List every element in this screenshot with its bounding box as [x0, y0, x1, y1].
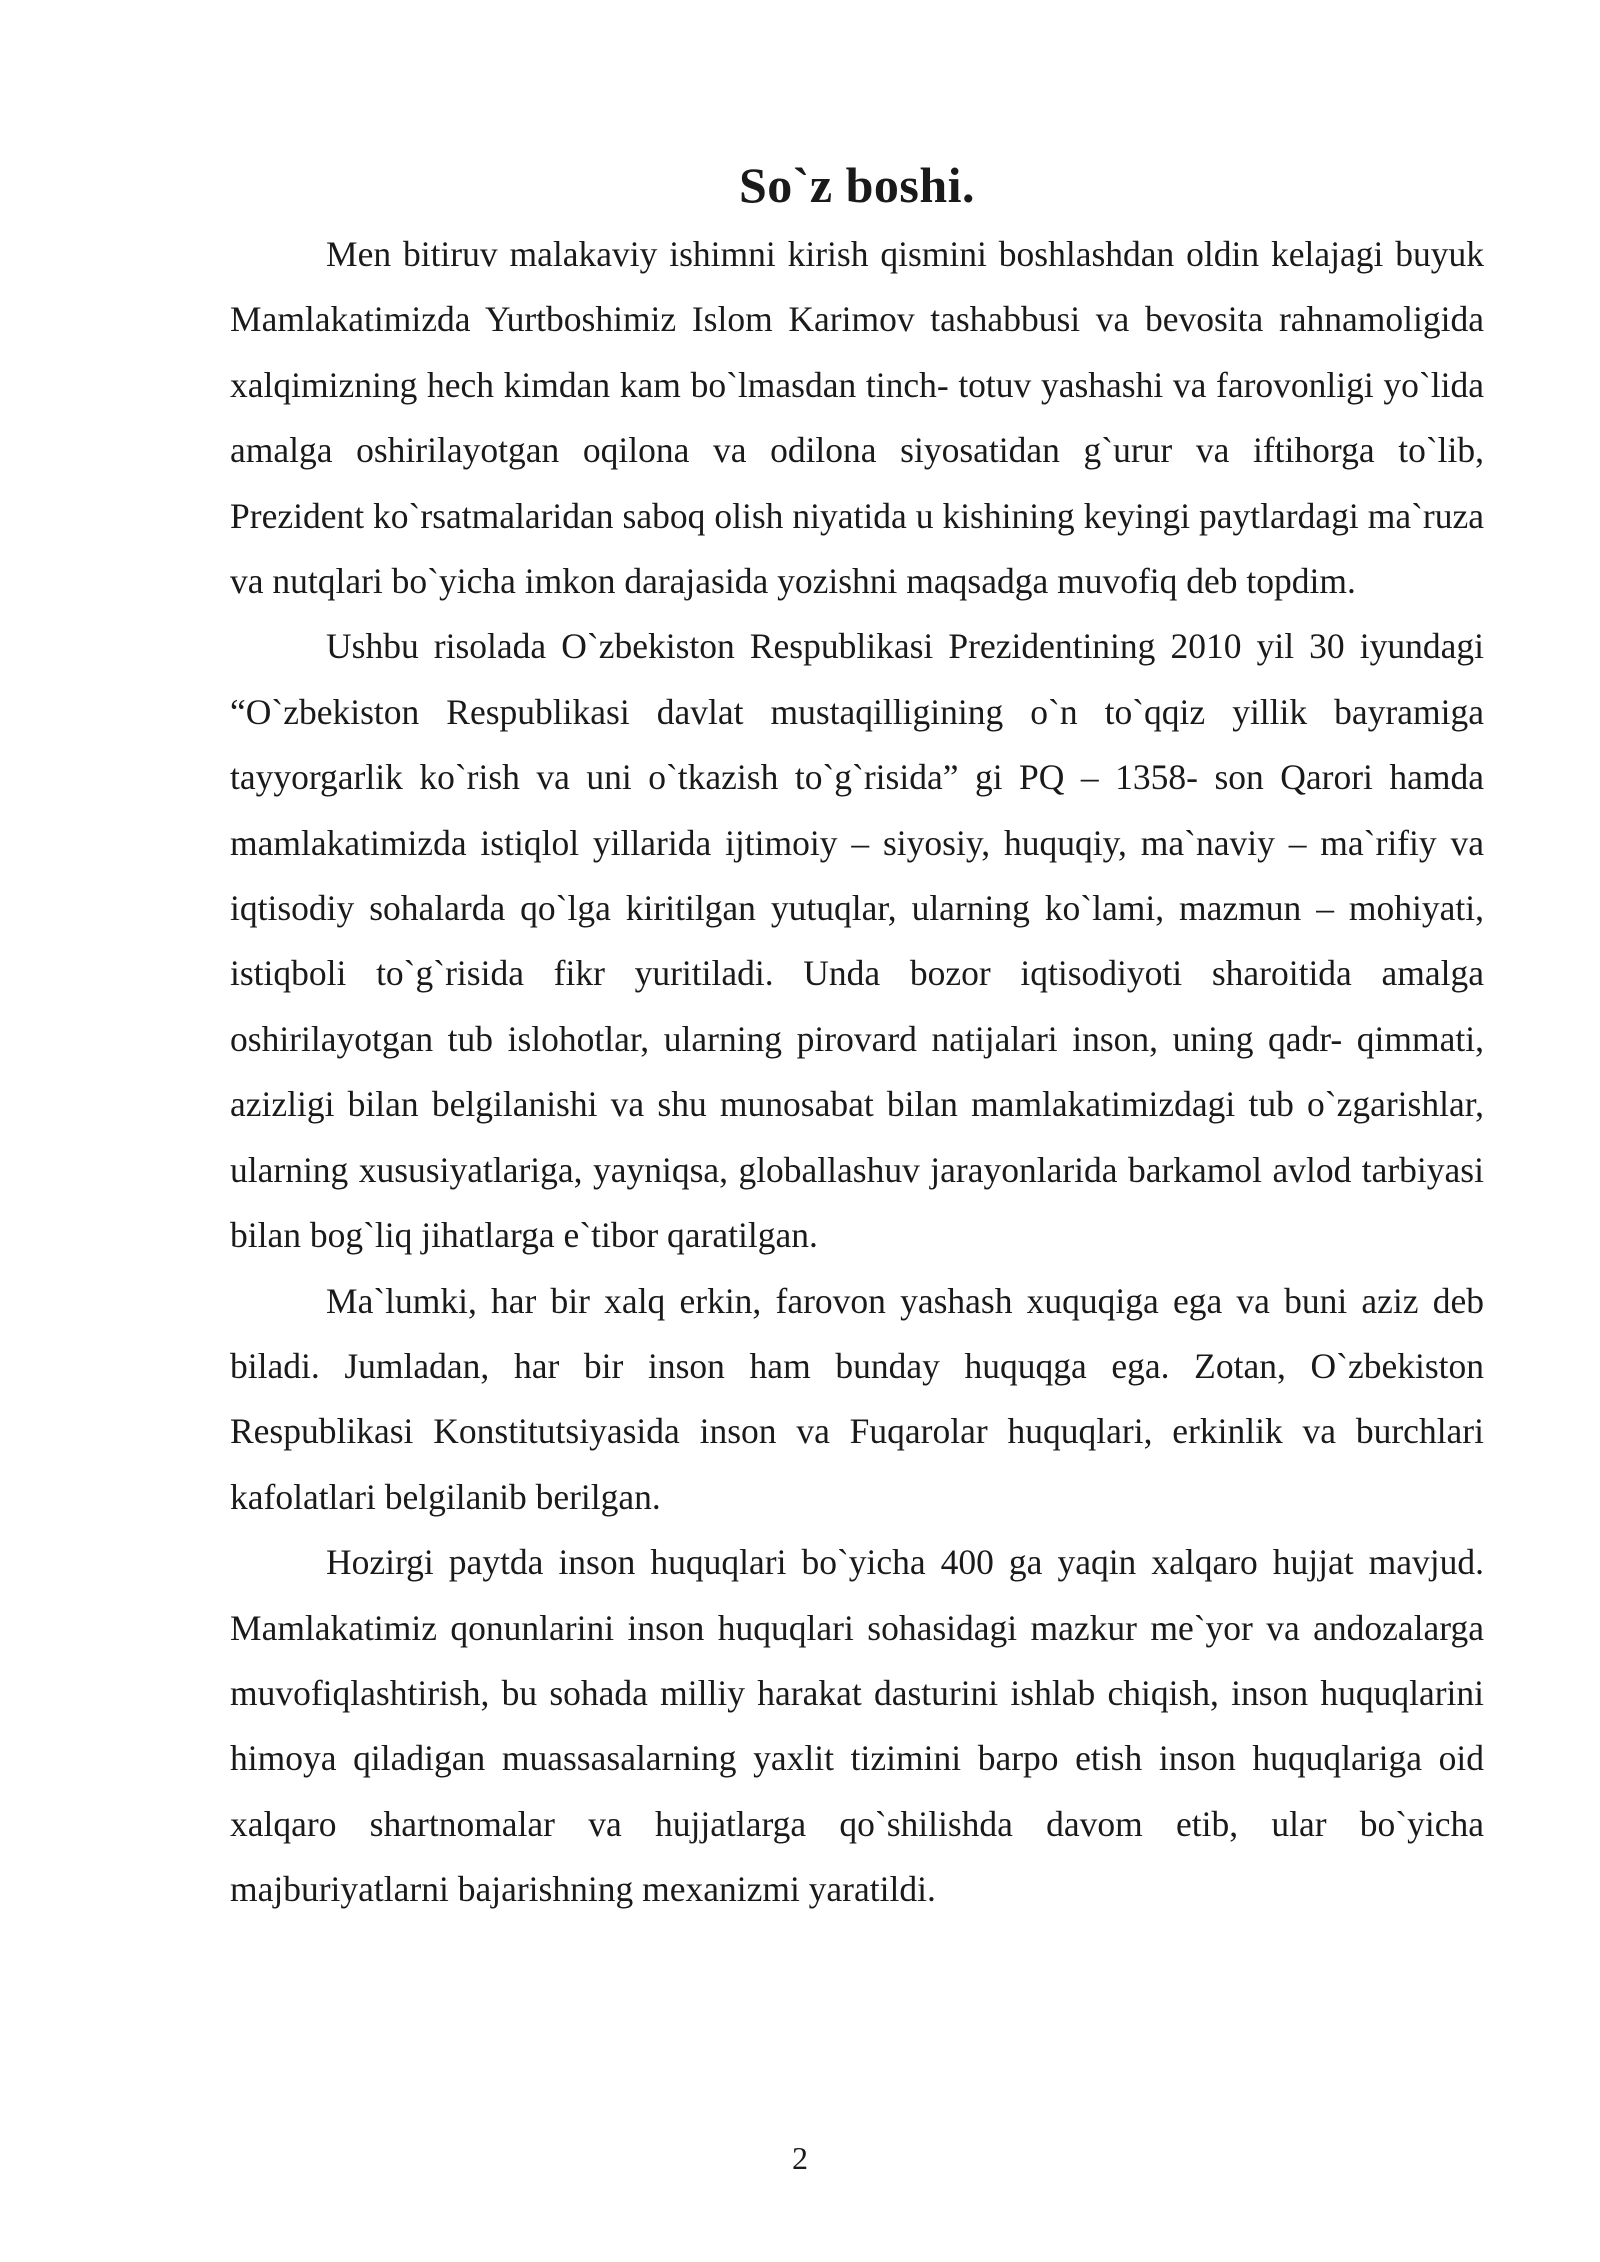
paragraph-intro: Men bitiruv malakaviy ishimni kirish qismini boshlashdan oldin kelajagi buyuk Mamlakatimizda Yurtboshimiz Islom Karimov tashabbusi va bevosita rahnamoligida xalqimizning hech kimdan kam bo`lmasdan tinch- totuv yashashi va farovonligi yo`lida amalga oshirilayotgan oqilona va odilona siyosatidan g`urur va iftihorga to`lib, Prezident ko`rsatmalaridan saboq olish niyatida u kishining keyingi paytlardagi ma`ruza va nutqlari bo`yicha imkon darajasida yozishni maqsadga muvofiq deb topdim. — [230, 234, 1484, 602]
page-number: 2 — [792, 2140, 808, 2176]
page-content — [230, 150, 1484, 1923]
paragraph-xalqaro: Hozirgi paytda inson huquqlari bo`yicha 400 ga yaqin xalqaro hujjat mavjud. Mamlakatimiz qonunlarini inson huquqlari sohasidagi mazkur me`yor va andozalarga muvofiqlashtirish, bu sohada milliy harakat dasturini ishlab chiqish, inson huquqlarini himoya qiladigan muassasalarning yaxlit tizimini barpo etish inson huquqlariga oid xalqaro shartnomalar va hujjatlarga qo`shilishda davom etib, ular bo`yicha majburiyatlarni bajarishning mexanizmi yaratildi. — [230, 1542, 1484, 1910]
paragraph-huquq: Ma`lumki, har bir xalq erkin, farovon yashash xuquqiga ega va buni aziz deb biladi. Jumladan, har bir inson ham bunday huquqga ega. Zotan, O`zbekiston Respublikasi Konstitutsiyasida inson va Fuqarolar huquqlari, erkinlik va burchlari kafolatlari belgilanib berilgan. — [230, 1280, 1484, 1517]
page-title: So`z boshi. — [738, 157, 976, 213]
paragraph-risola: Ushbu risolada O`zbekiston Respublikasi Prezidentining 2010 yil 30 iyundagi “O`zbekiston Respublikasi davlat mustaqilligining o`n to`qqiz yillik bayramiga tayyorgarlik ko`rish va uni o`tkazish to`g`risida” gi PQ – 1358- son Qarori hamda mamlakatimizda istiqlol yillarida ijtimoiy – siyosiy, huquqiy, ma`naviy – ma`rifiy va iqtisodiy sohalarda qo`lga kiritilgan yutuqlar, ularning ko`lami, mazmun – mohiyati, istiqboli to`g`risida fikr yuritiladi. Unda bozor iqtisodiyoti sharoitida amalga oshirilayotgan tub islohotlar, ularning pirovard natijalari inson, uning qadr- qimmati, azizligi bilan belgilanishi va shu munosabat bilan mamlakatimizdagi tub o`zgarishlar, ularning xususiyatlariga, yayniqsa, globallashuv jarayonlarida barkamol avlod tarbiyasi bilan bog`liq jihatlarga e`tibor qaratilgan. — [230, 626, 1484, 1256]
